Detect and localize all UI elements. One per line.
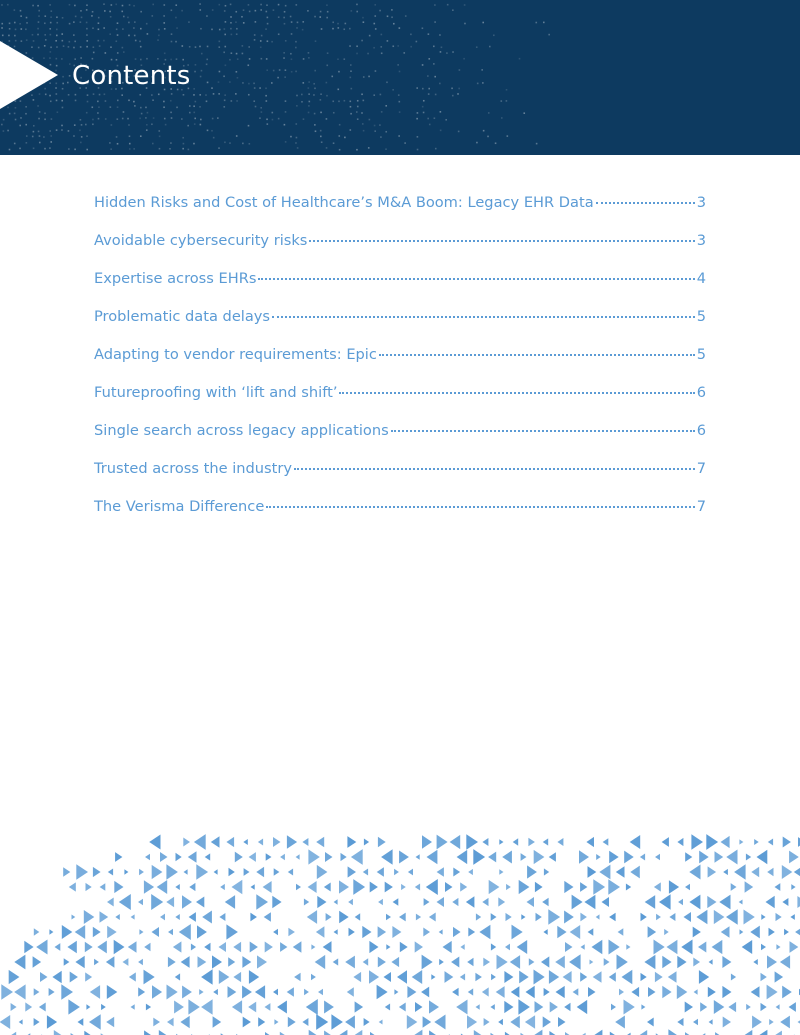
toc-entry-title: Single search across legacy applications (94, 422, 389, 439)
toc-entry-page: 6 (696, 422, 706, 439)
toc-dot-leader (379, 354, 695, 356)
toc-entry-title: Expertise across EHRs (94, 270, 257, 287)
toc-dot-leader (391, 430, 695, 432)
toc-entry[interactable] (94, 194, 706, 232)
toc-dot-leader (258, 278, 694, 280)
toc-entry-page: 5 (696, 346, 706, 363)
page-title: Contents (72, 61, 191, 91)
toc-entry[interactable] (94, 308, 706, 346)
toc-dot-leader (596, 202, 695, 204)
toc-entry-page: 7 (696, 498, 706, 515)
toc-entry[interactable] (94, 232, 706, 270)
toc-entry-title: Futureproofing with ‘lift and shift’ (94, 384, 338, 401)
toc-entry[interactable] (94, 460, 706, 498)
toc-entry[interactable] (94, 498, 706, 536)
toc-dot-leader (266, 506, 694, 508)
toc-entry-page: 4 (696, 270, 706, 287)
toc-entry-title: Problematic data delays (94, 308, 271, 325)
header-arrow-icon (0, 41, 58, 109)
footer-triangle-pattern (0, 820, 800, 1035)
toc-entry-page: 7 (696, 460, 706, 477)
toc-entry[interactable] (94, 384, 706, 422)
toc-entry-page: 3 (696, 232, 706, 249)
toc-entry[interactable] (94, 270, 706, 308)
toc-entry[interactable] (94, 346, 706, 384)
toc-entry-page: 5 (696, 308, 706, 325)
toc-entry-title: Adapting to vendor requirements: Epic (94, 346, 377, 363)
toc-dot-leader (272, 316, 695, 318)
table-of-contents (94, 194, 706, 536)
toc-entry[interactable] (94, 422, 706, 460)
toc-dot-leader (309, 240, 694, 242)
toc-entry-title: Trusted across the industry (94, 460, 293, 477)
toc-entry-title: Avoidable cybersecurity risks (94, 232, 308, 249)
header-banner (0, 0, 800, 155)
toc-entry-page: 6 (696, 384, 706, 401)
toc-entry-title: Hidden Risks and Cost of Healthcare’s M&A Boom: Legacy EHR Data (94, 194, 594, 211)
toc-dot-leader (294, 468, 695, 470)
toc-entry-page: 3 (696, 194, 706, 211)
toc-dot-leader (339, 392, 694, 394)
toc-entry-title: The Verisma Difference (94, 498, 265, 515)
